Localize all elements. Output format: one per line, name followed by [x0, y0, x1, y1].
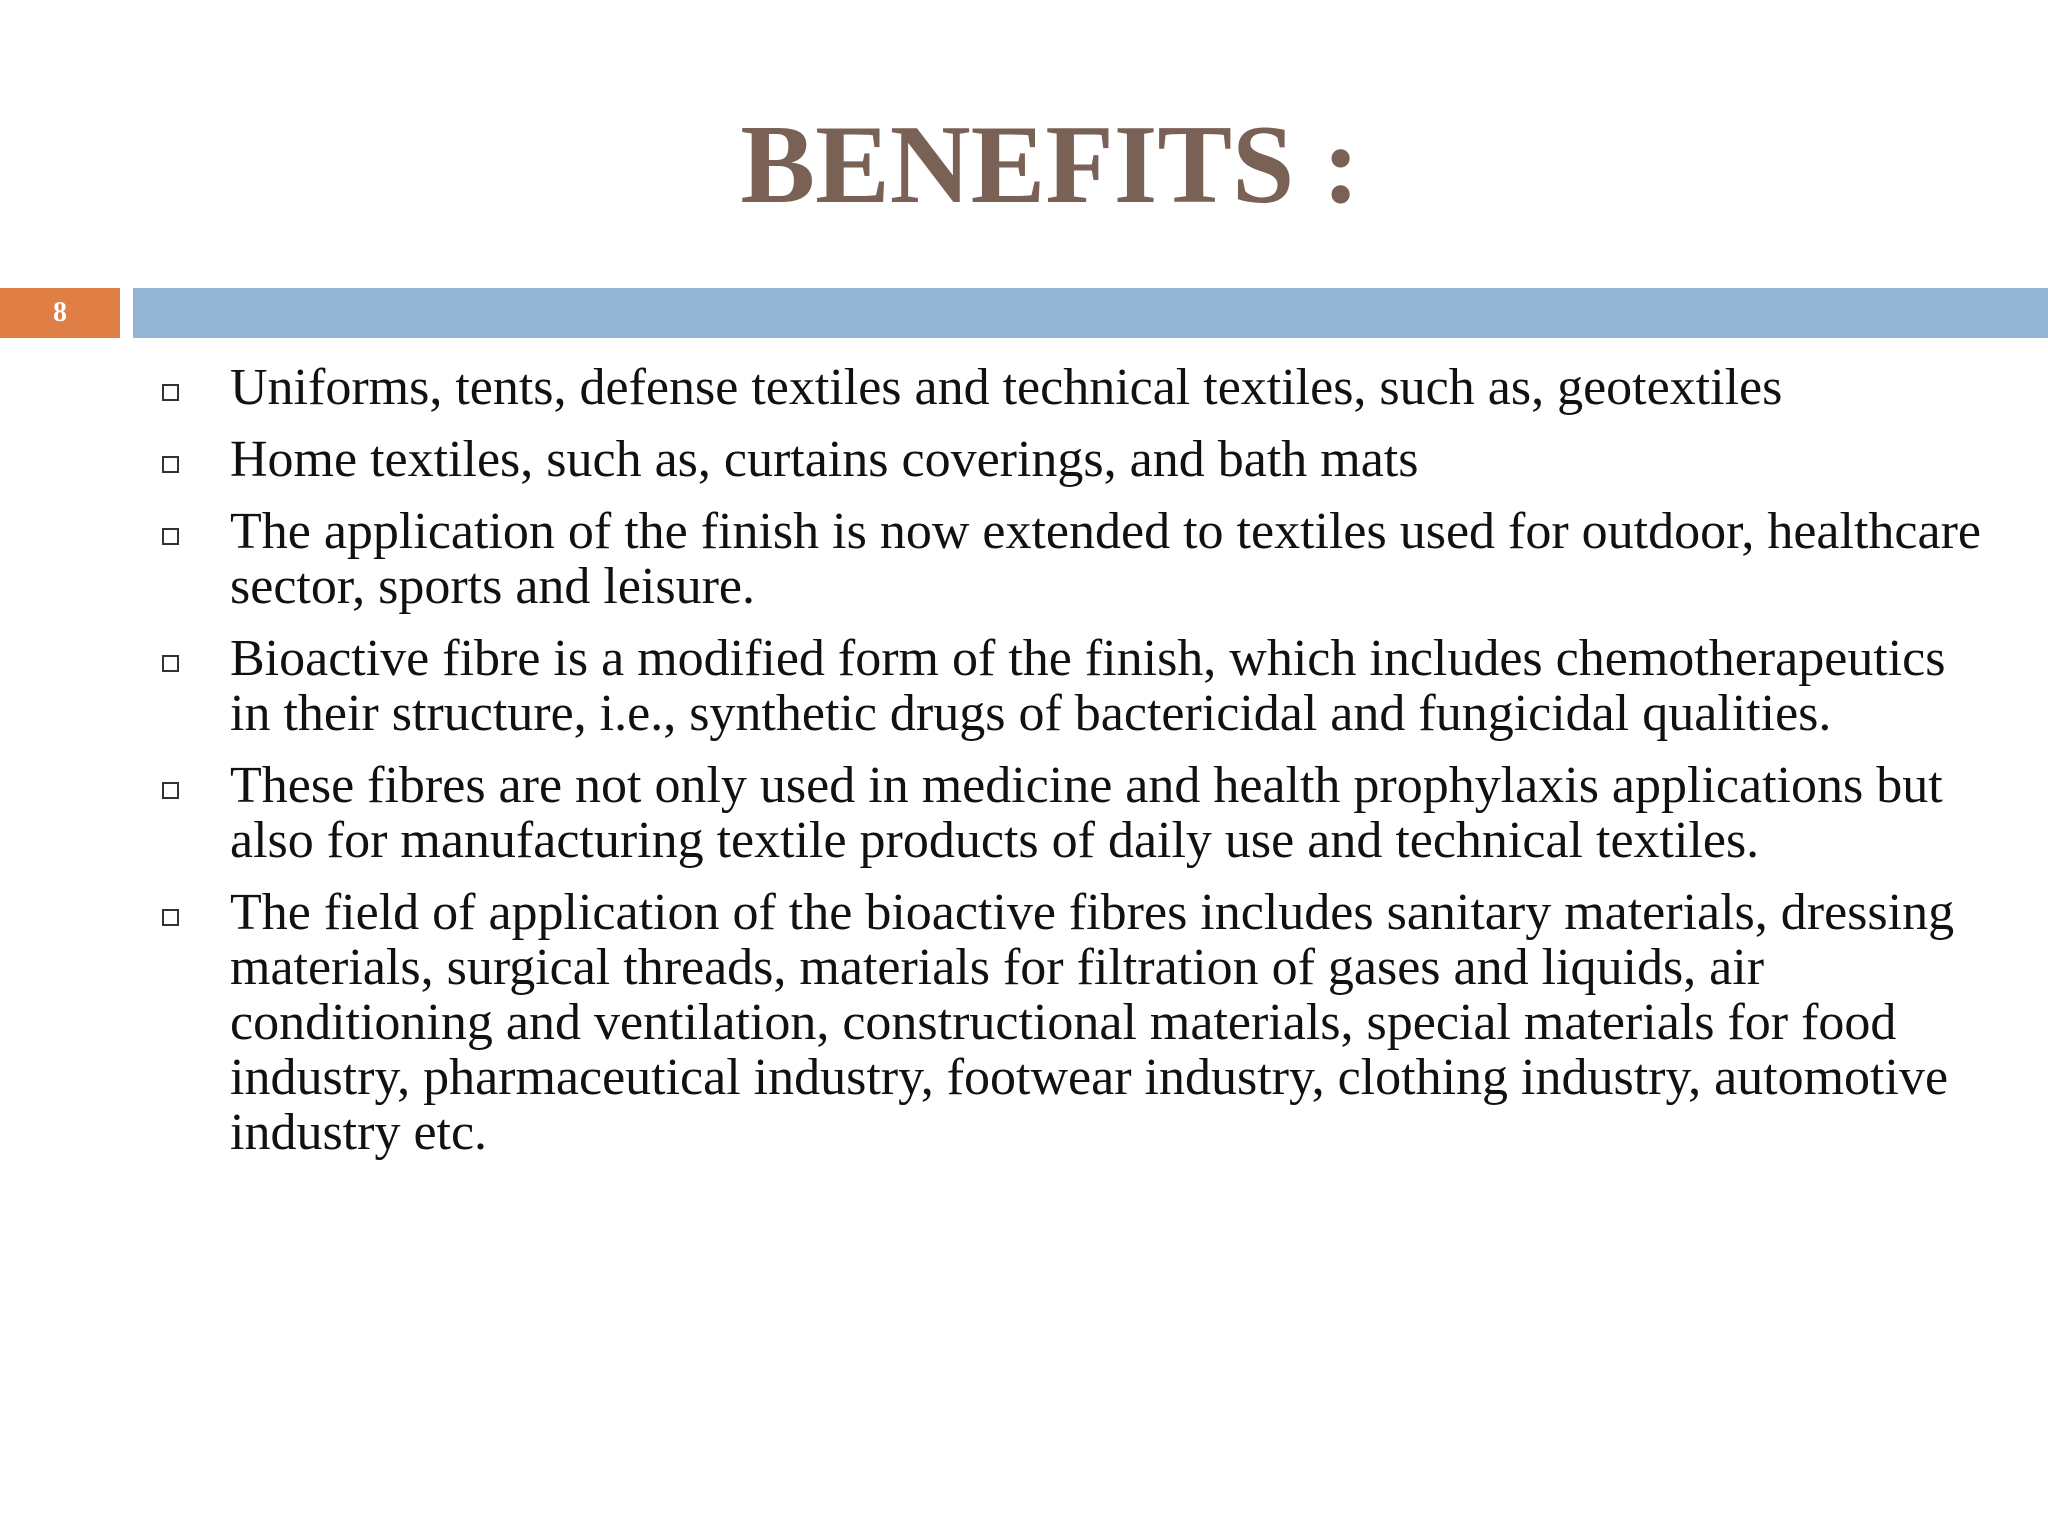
square-bullet-icon: [162, 456, 179, 473]
bullet-text: Uniforms, tents, defense textiles and technical textiles, such as, geotextiles: [230, 359, 1783, 416]
bullet-text: The application of the finish is now extended to textiles used for outdoor, healthcare sector, sports and leisure.: [230, 503, 1981, 615]
bullet-text: The field of application of the bioactive fibres includes sanitary materials, dressing materials, surgical threads, materials for filtration of gases and liquids, air conditioning and ventilation, constructional materials, special materials for food industry, pharmaceutical industry, footwear industry, clothing industry, automotive industry etc.: [230, 884, 1955, 1161]
bullet-item-uniforms: [0, 360, 2048, 415]
bullet-item-bioactive-fibre: [0, 631, 2048, 741]
bullet-item-home-textiles: [0, 432, 2048, 487]
square-bullet-icon: [162, 909, 179, 926]
slide-number-badge: 8: [0, 288, 120, 338]
square-bullet-icon: [162, 655, 179, 672]
bullet-text: These fibres are not only used in medicine and health prophylaxis applications but also for manufacturing textile products of daily use and technical textiles.: [230, 757, 1943, 869]
bullet-item-field-of-application: [0, 885, 2048, 1160]
square-bullet-icon: [162, 384, 179, 401]
bullet-text: Home textiles, such as, curtains coverings, and bath mats: [230, 431, 1419, 488]
bullet-item-application: [0, 504, 2048, 614]
bullet-text: Bioactive fibre is a modified form of the finish, which includes chemotherapeutics in their structure, i.e., synthetic drugs of bactericidal and fungicidal qualities.: [230, 630, 1946, 742]
bullet-list: [0, 360, 2048, 1177]
slide-title: BENEFITS :: [740, 103, 1360, 227]
header-divider-bar: [133, 288, 2048, 338]
square-bullet-icon: [162, 782, 179, 799]
bullet-item-fibres-uses: [0, 758, 2048, 868]
square-bullet-icon: [162, 528, 179, 545]
